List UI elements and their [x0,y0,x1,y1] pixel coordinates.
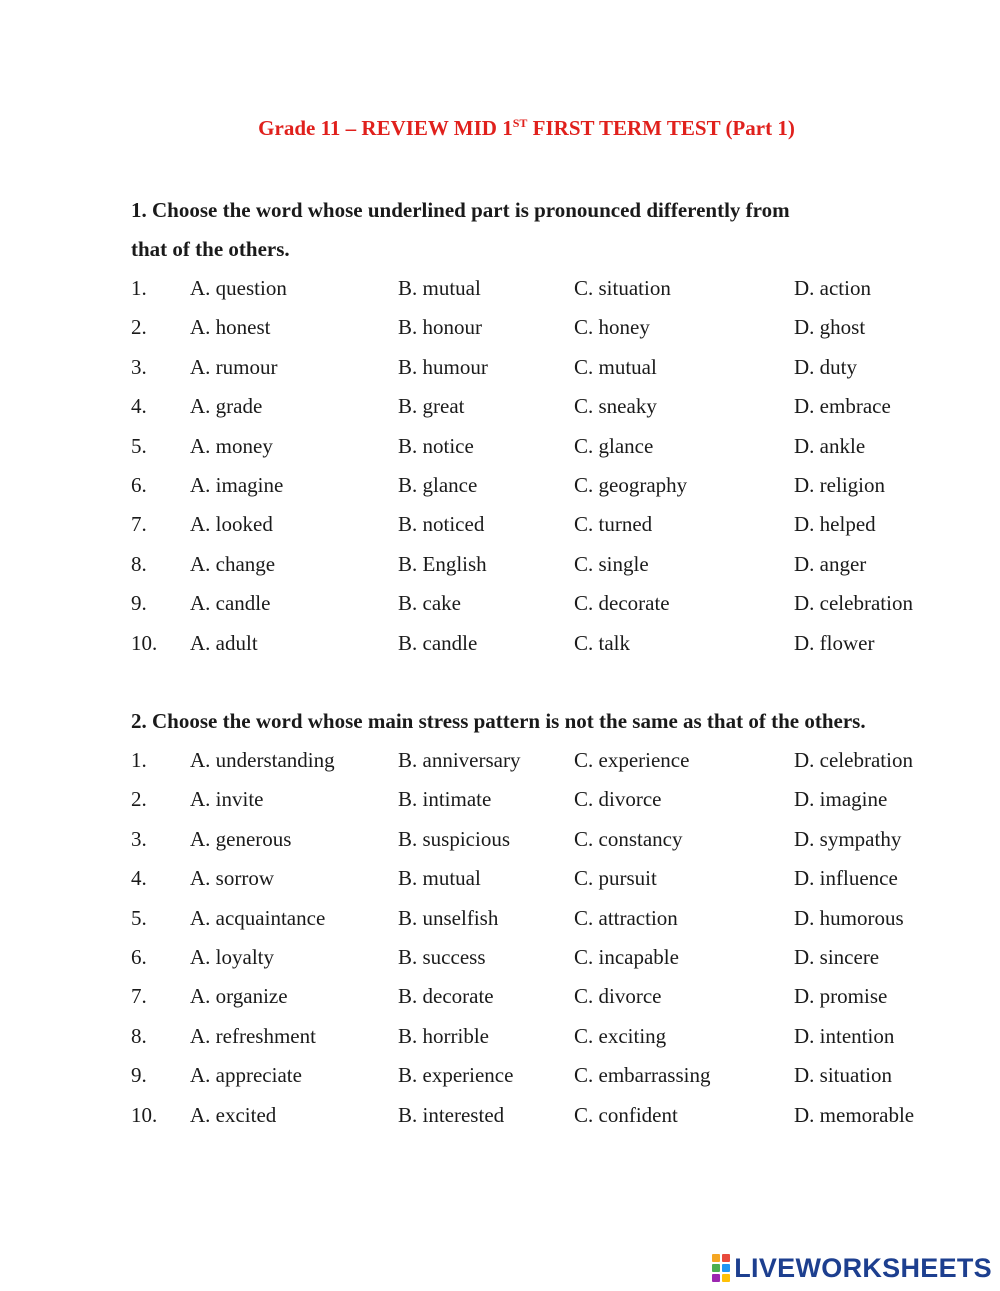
option-b: B. noticed [398,512,485,537]
logo-text: LIVEWORKSHEETS [734,1252,992,1283]
option-d: D. humorous [794,905,904,930]
option-c: C. embarrassing [574,1063,711,1088]
question-number: 3. [131,354,147,379]
option-a: A. understanding [190,748,335,772]
question-number: 3. [131,826,147,851]
option-c: C. turned [574,512,653,537]
option-d: D. situation [794,1063,892,1088]
option-b: B. unselfish [398,905,499,930]
option-b: B. interested [398,1102,505,1127]
section1-question-row [0,512,1000,542]
option-c: C. divorce [574,787,662,812]
option-b: B. great [398,394,465,419]
option-d: D. anger [794,551,867,576]
option-b: B. English [398,551,487,576]
option-a: A. change [190,551,276,576]
logo-icon [712,1254,730,1282]
option-d: D. duty [794,354,857,379]
option-d: D. flower [794,630,875,655]
question-number: 5. [131,433,147,458]
option-d: D. memorable [794,1102,915,1127]
question-number: 2. [131,315,147,340]
question-number: 8. [131,1023,147,1048]
option-a: A. rumour [190,354,278,379]
question-number: 6. [131,473,147,497]
question-number: 10. [131,1102,158,1127]
section1-question-row [0,315,1000,345]
option-a: A. invite [190,787,264,812]
section2-question-row [0,787,1000,817]
section1-question-row [0,473,1000,503]
question-number: 7. [131,984,147,1009]
section2-question-row [0,984,1000,1014]
option-a: A. candle [190,591,271,616]
option-b: B. mutual [398,276,481,300]
option-b: B. anniversary [398,748,521,772]
option-d: D. imagine [794,787,888,812]
option-c: C. experience [574,748,690,772]
logo-square [722,1254,730,1262]
section1-question-row [0,355,1000,385]
section1-heading-line1: 1. Choose the word whose underlined part is pronounced differently from [131,198,790,222]
option-a: A. organize [190,984,288,1009]
section1-question-row [0,631,1000,661]
option-d: D. sincere [794,945,880,969]
option-a: A. loyalty [190,945,274,969]
option-a: A. honest [190,315,271,340]
option-c: C. talk [574,630,630,655]
option-b: B. candle [398,630,478,655]
page-title: Grade 11 – REVIEW MID 1ST FIRST TERM TEST (Part 1) [258,116,795,140]
section2-question-row [0,827,1000,857]
question-number: 9. [131,1063,147,1088]
question-number: 1. [131,276,147,300]
option-c: C. geography [574,473,688,497]
option-a: A. imagine [190,473,284,497]
option-d: D. ankle [794,433,866,458]
option-c: C. single [574,551,649,576]
logo-square [722,1274,730,1282]
option-a: A. generous [190,826,292,851]
section1-question-row [0,434,1000,464]
option-c: C. honey [574,315,650,340]
section1-question-row [0,276,1000,306]
section2-question-row [0,866,1000,896]
question-number: 10. [131,630,158,655]
option-d: D. intention [794,1023,895,1048]
option-c: C. divorce [574,984,662,1009]
option-c: C. pursuit [574,866,657,891]
section1-question-row [0,591,1000,621]
option-c: C. attraction [574,905,678,930]
section2-question-row [0,906,1000,936]
option-c: C. situation [574,276,671,300]
option-a: A. appreciate [190,1063,302,1088]
question-number: 1. [131,748,147,772]
option-a: A. looked [190,512,273,537]
question-number: 5. [131,905,147,930]
option-b: B. success [398,945,486,969]
option-b: B. notice [398,433,474,458]
option-b: B. horrible [398,1023,489,1048]
option-a: A. money [190,433,273,458]
option-d: D. ghost [794,315,866,340]
logo-square [712,1254,720,1262]
option-d: D. religion [794,473,885,497]
option-a: A. refreshment [190,1023,316,1048]
option-c: C. glance [574,433,654,458]
section1-heading-line2: that of the others. [131,237,290,261]
question-number: 9. [131,591,147,616]
option-b: B. mutual [398,866,481,891]
option-d: D. embrace [794,394,891,419]
option-d: D. influence [794,866,898,891]
option-c: C. confident [574,1102,678,1127]
option-b: B. glance [398,473,478,497]
section2-question-row [0,1063,1000,1093]
question-number: 6. [131,945,147,969]
section2-question-row [0,748,1000,778]
option-a: A. acquaintance [190,905,326,930]
question-number: 7. [131,512,147,537]
option-a: A. grade [190,394,263,419]
option-c: C. constancy [574,826,683,851]
logo-square [712,1274,720,1282]
option-d: D. celebration [794,748,913,772]
option-a: A. sorrow [190,866,274,891]
option-b: B. cake [398,591,461,616]
option-b: B. humour [398,354,488,379]
logo-square [712,1264,720,1272]
question-number: 8. [131,551,147,576]
section2-question-row [0,1024,1000,1054]
option-a: A. excited [190,1102,277,1127]
logo-square [722,1264,730,1272]
option-c: C. incapable [574,945,679,969]
section2-question-row [0,1103,1000,1133]
option-c: C. mutual [574,354,657,379]
option-d: D. promise [794,984,888,1009]
question-number: 2. [131,787,147,812]
section1-question-row [0,552,1000,582]
option-b: B. intimate [398,787,492,812]
option-a: A. question [190,276,287,300]
option-d: D. celebration [794,591,913,616]
section1-question-row [0,394,1000,424]
option-b: B. experience [398,1063,514,1088]
option-b: B. honour [398,315,482,340]
option-c: C. exciting [574,1023,667,1048]
section2-question-row [0,945,1000,975]
option-b: B. suspicious [398,826,511,851]
option-c: C. sneaky [574,394,657,419]
option-d: D. sympathy [794,826,902,851]
option-b: B. decorate [398,984,494,1009]
question-number: 4. [131,394,147,419]
option-d: D. helped [794,512,876,537]
section2-heading: 2. Choose the word whose main stress pattern is not the same as that of the others. [131,709,866,733]
liveworksheets-logo [712,1251,992,1285]
question-number: 4. [131,866,147,891]
option-a: A. adult [190,630,258,655]
option-d: D. action [794,276,871,300]
option-c: C. decorate [574,591,670,616]
